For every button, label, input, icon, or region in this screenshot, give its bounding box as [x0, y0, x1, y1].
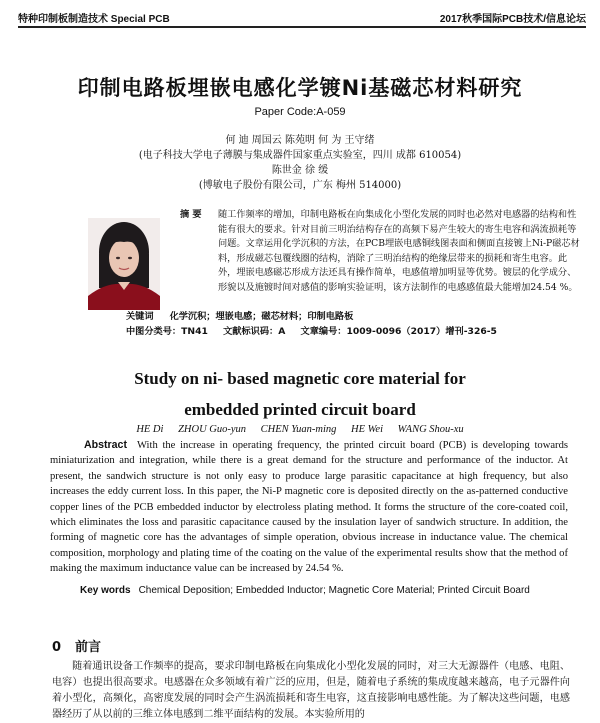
clc-number: 中图分类号：TN41 — [126, 326, 208, 337]
article-number: 文章编号：1009-0096（2017）增刊-326-5 — [300, 326, 497, 337]
title-en-line-1: Study on ni- based magnetic core material for — [134, 369, 466, 388]
body-text-cn — [52, 659, 570, 723]
abstract-cn-text: 随工作频率的增加，印制电路板在向集成化小型化发展的同时也必然对电感器的结构和性能有很大的要求。针对目前三明治结构存在的高频下易产生较大的寄生电容和涡流损耗等问题。文章运用化学沉积的方法，在PCB埋嵌电感铜线图表面和侧面直接镀上Ni-P磁芯材料，形成磁芯包覆线圈的结构，消除了三明治结构的绝缘层带来的损耗和寄生电容。此外，埋嵌电感磁芯形成方法还具有操作简单，电感值增加明显等优势。镀层的化学成分、形貌以及施镀时间对感值的影响实验证明，该方法制作的电感感值最大能增加24.54 %。 — [218, 209, 580, 293]
header-left: 特种印制板制造技术 Special PCB — [18, 13, 170, 25]
body-paragraph: 随着通讯设备工作频率的提高，要求印制电路板在向集成化小型化发展的同时，对三大无源器件（电感、电阻、电容）也提出很高要求。电感器在众多领域有着广泛的应用，但是，随着电子系统的集成度越来越高，电子元器件向着小型化，高频化，高密度发展的同时会产生涡流损耗和寄生电容，这直接影响电感性能。为了解决这些问题，电感器经历了从以前的三维立体电感到二维平面结构的发展。本实验所用的 — [52, 661, 570, 720]
abstract-en-text: With the increase in operating frequency, the printed circuit board (PCB) is developing towards miniaturization and integration, while there is a great demand for the structure and performance of the inductor. At present, the sandwich structure is not only easy to produce large parasitic capacitance at high frequency, but also increases the eddy current loss. In this paper, the Ni-P magnetic core is deposited directly on the as-patterned conductive copper lines of the PCB embedded inductor by electroless plating method. It forms the structure of the core-coated coil, which eliminates the loss and parasitic capacitance caused by the insulation layer of sandwich structure. In addition, the forming of magnetic core has the advantages of simple operation, obvious increase in inductance value. The chemical composition, morphology and plating time of the coating on the value of the experimental results show that the method of making the maximum inductance value can be increased by 24.54 %. — [50, 440, 568, 575]
author-en: WANG Shou-xu — [397, 424, 464, 435]
title-en-line-2: embedded printed circuit board — [184, 400, 416, 419]
author-en: CHEN Yuan-ming — [260, 424, 337, 435]
authors-cn-2: 陈世金 徐 缓 — [271, 165, 329, 176]
running-header — [18, 8, 586, 28]
section-title: 前言 — [75, 640, 102, 655]
author-en: ZHOU Guo-yun — [178, 424, 247, 435]
abstract-en — [50, 438, 568, 577]
paper-code: Paper Code:A-059 — [254, 106, 346, 118]
section-number: 0 — [52, 640, 62, 655]
author-en: HE Di — [136, 424, 164, 435]
author-en: HE Wei — [351, 424, 384, 435]
abstract-cn — [180, 208, 580, 296]
classification-line — [126, 323, 509, 337]
abstract-cn-label: 摘 要 — [180, 209, 202, 220]
authors-cn-1: 何 迪 周国云 陈苑明 何 为 王守绪 — [225, 135, 375, 146]
affiliation-cn-2: (博敏电子股份有限公司，广东 梅州 514000) — [198, 180, 402, 191]
keywords-en-label: Key words — [80, 585, 131, 596]
paper-title-cn: 印制电路板埋嵌电感化学镀Ni基磁芯材料研究 — [77, 76, 523, 100]
authors-en — [0, 424, 600, 435]
header-right: 2017秋季国际PCB技术/信息论坛 — [439, 13, 586, 25]
keywords-cn-label: 关键词 — [126, 311, 154, 322]
keywords-en — [80, 585, 530, 596]
section-heading — [52, 636, 101, 655]
keywords-cn — [126, 308, 353, 322]
keywords-en-text: Chemical Deposition; Embedded Inductor; Magnetic Core Material; Printed Circuit Board — [138, 585, 530, 596]
paper-title-en — [0, 363, 600, 425]
abstract-en-label: Abstract — [84, 439, 127, 451]
document-code: 文献标识码：A — [223, 326, 286, 337]
author-photo — [88, 218, 160, 310]
affiliation-cn-1: (电子科技大学电子薄膜与集成器件国家重点实验室，四川 成都 610054) — [138, 150, 462, 161]
keywords-cn-text: 化学沉积；埋嵌电感；磁芯材料；印制电路板 — [169, 311, 354, 322]
